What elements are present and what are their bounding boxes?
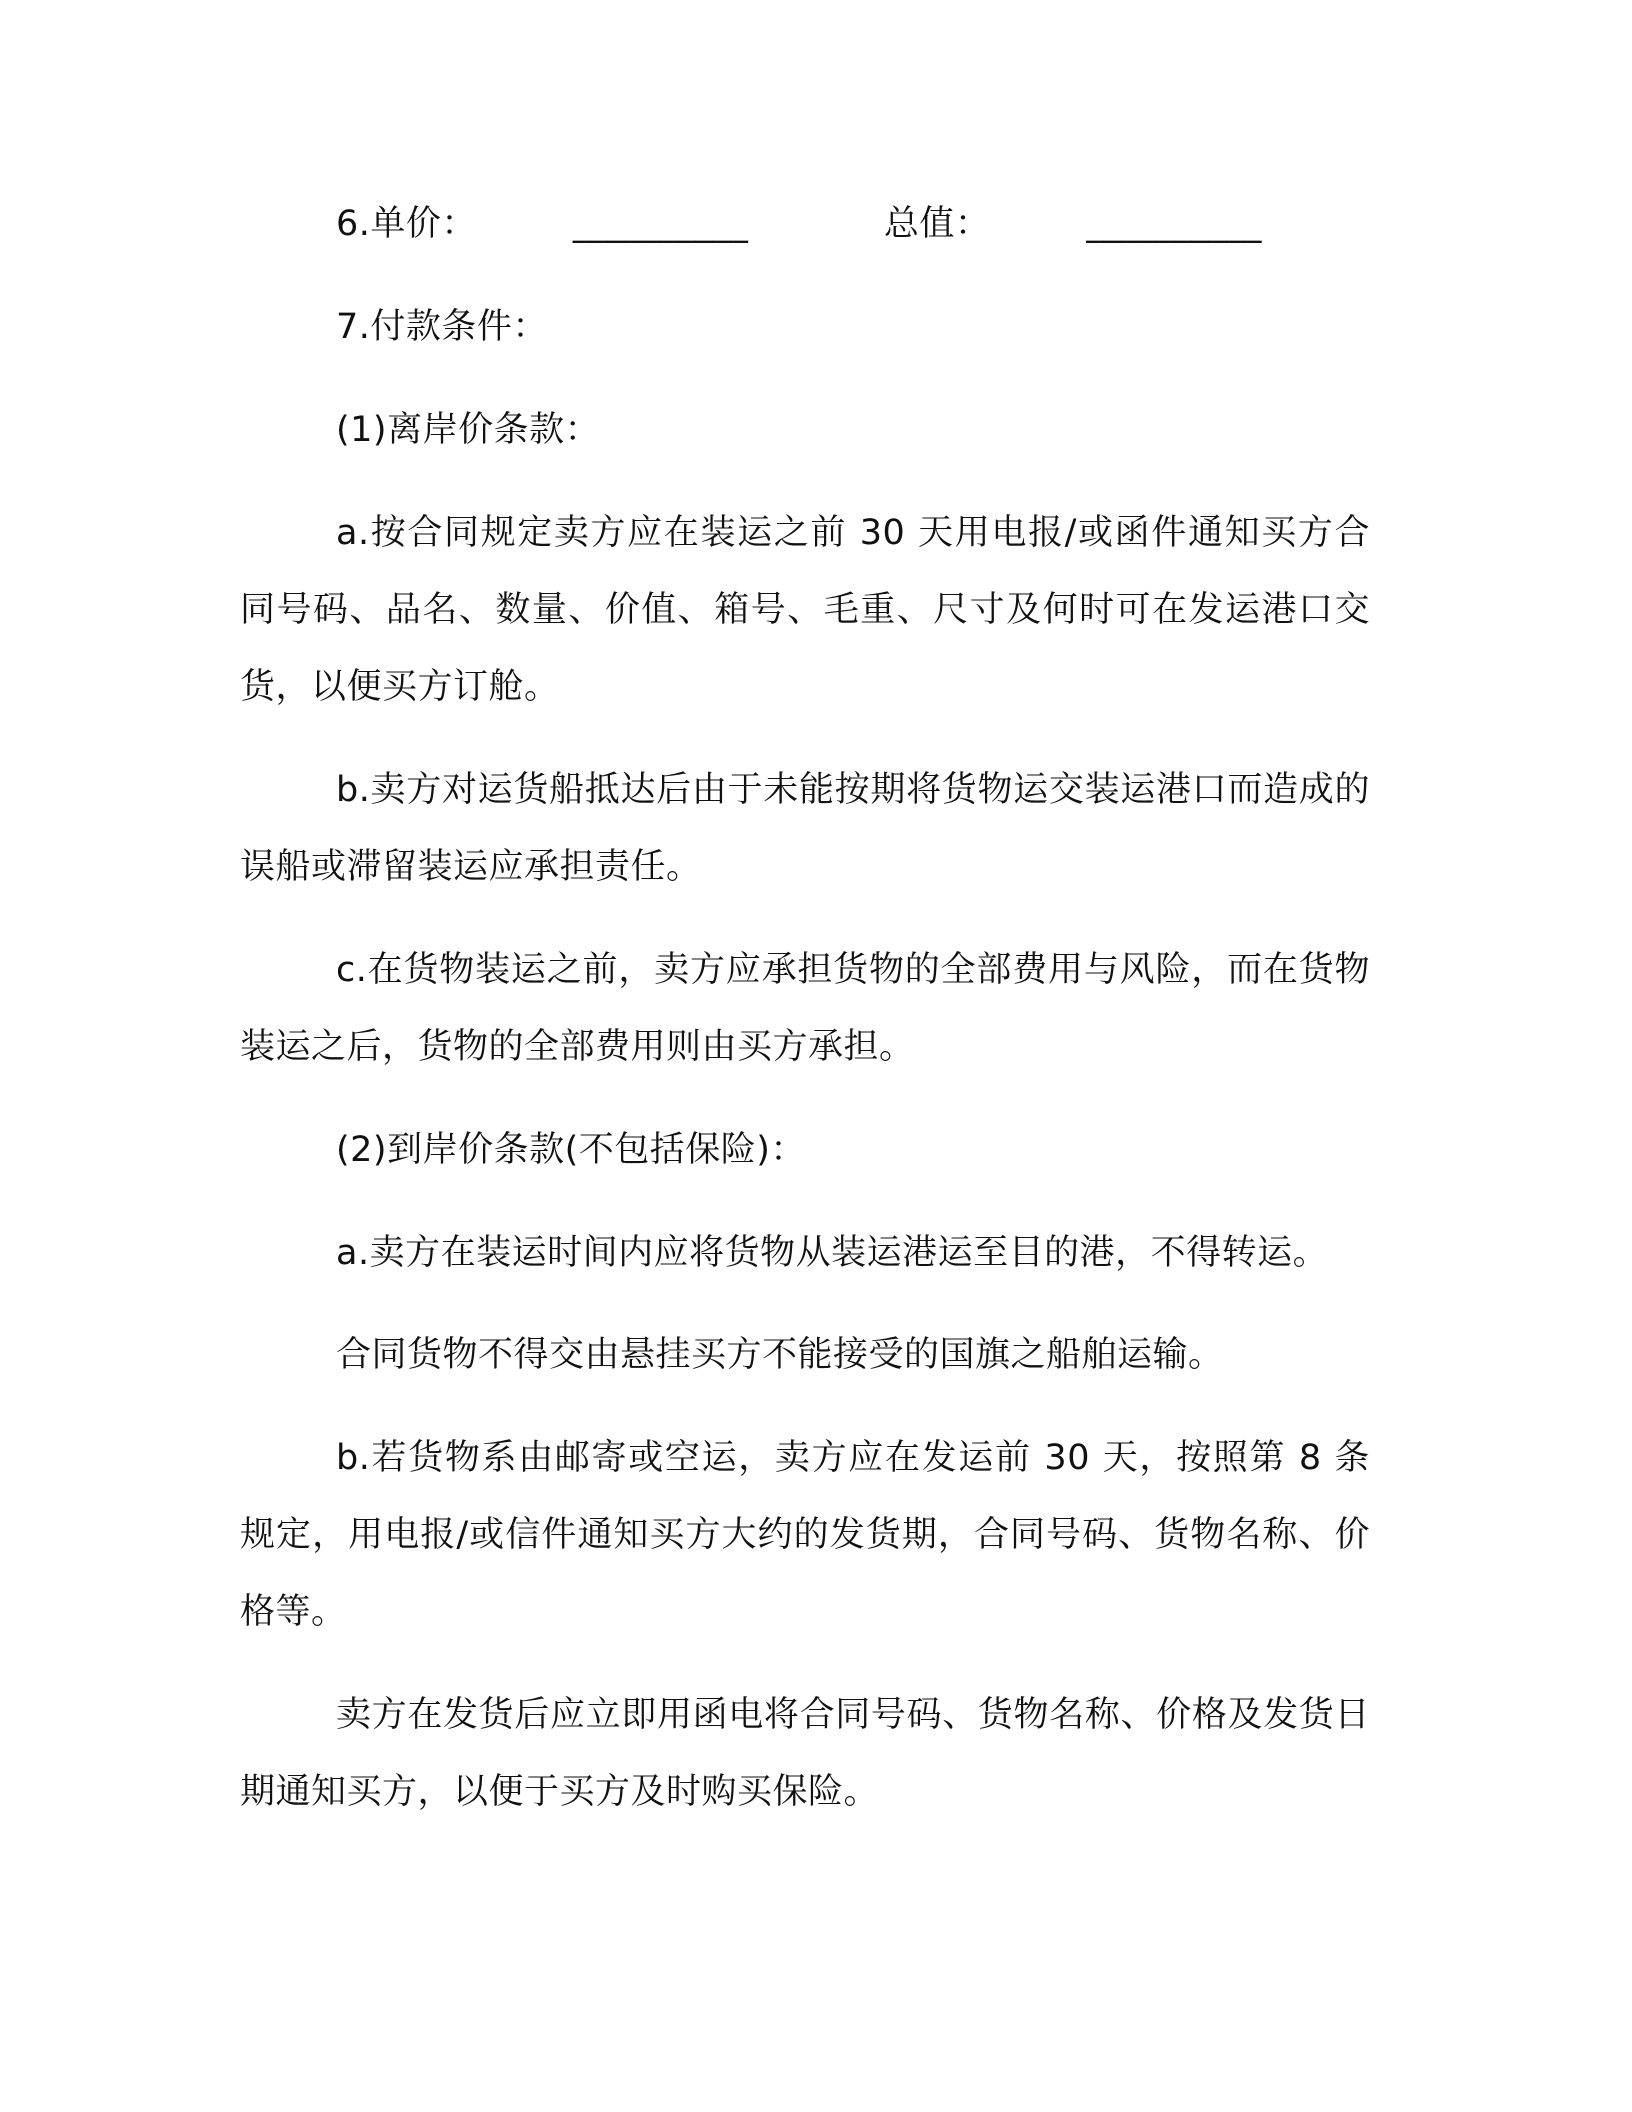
total-blank: __________ bbox=[1086, 204, 1262, 244]
clause-paragraph: 卖方在发货后应立即用函电将合同号码、货物名称、价格及发货日期通知买方，以便于买方及时购买保险。 bbox=[240, 1695, 1370, 1812]
subsection-heading-cfr: (2)到岸价条款(不包括保险)： bbox=[336, 1130, 806, 1170]
clause-paragraph: b.若货物系由邮寄或空运，卖方应在发运前 30 天，按照第 8 条规定，用电报/或信件通知买方大约的发货期，合同号码、货物名称、价格等。 bbox=[240, 1438, 1370, 1632]
unit-price-blank: __________ bbox=[572, 204, 748, 244]
clause-paragraph: a.卖方在装运时间内应将货物从装运港运至目的港，不得转运。 bbox=[336, 1233, 1329, 1273]
clause-paragraph: a.按合同规定卖方应在装运之前 30 天用电报/或函件通知买方合同号码、品名、数量、价值、箱号、毛重、尺寸及何时可在发运港口交货，以便买方订舱。 bbox=[240, 513, 1370, 707]
subsection-heading-fob: (1)离岸价条款： bbox=[336, 410, 601, 450]
price-line bbox=[240, 186, 1370, 263]
document-body bbox=[240, 186, 1370, 1857]
clause-paragraph: b.卖方对运货船抵达后由于未能按期将货物运交装运港口而造成的误船或滞留装运应承担责任。 bbox=[240, 770, 1370, 887]
total-label: 总值： bbox=[883, 204, 991, 244]
unit-price-label: 6.单价： bbox=[336, 204, 477, 244]
clause-paragraph: c.在货物装运之前，卖方应承担货物的全部费用与风险，而在货物装运之后，货物的全部费用则由买方承担。 bbox=[240, 950, 1370, 1067]
section-heading-payment: 7.付款条件： bbox=[336, 307, 548, 347]
clause-paragraph: 合同货物不得交由悬挂买方不能接受的国旗之船舶运输。 bbox=[336, 1335, 1224, 1375]
